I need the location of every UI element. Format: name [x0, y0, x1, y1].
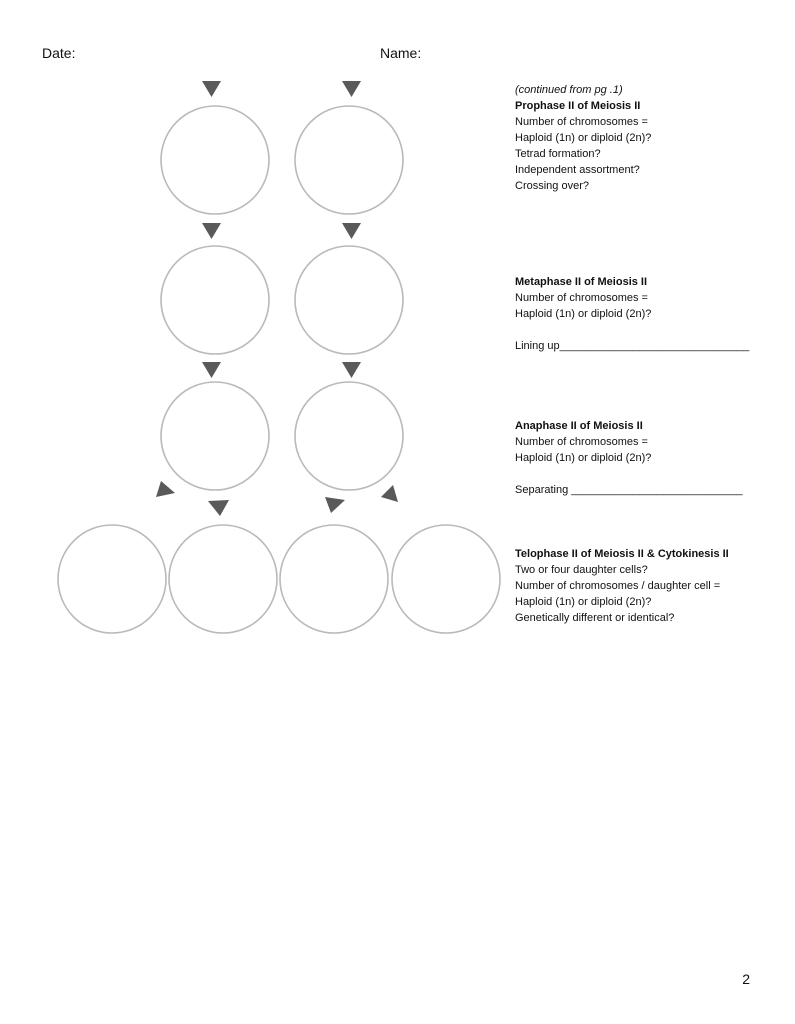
anaphase-title: Anaphase II of Meiosis II: [515, 420, 643, 432]
question-line: Haploid (1n) or diploid (2n)?: [515, 308, 652, 320]
page-number: 2: [742, 971, 750, 987]
lining-up-fill-line: Lining up_______________________________: [515, 340, 750, 352]
continued-note: (continued from pg .1): [515, 84, 623, 96]
question-line: Crossing over?: [515, 180, 589, 192]
prophase-cell-left: [161, 106, 269, 214]
daughter-cell-4: [392, 525, 500, 633]
question-line: Haploid (1n) or diploid (2n)?: [515, 132, 652, 144]
down-arrow-icon: [202, 362, 221, 378]
question-line: Independent assortment?: [515, 164, 640, 176]
question-line: Genetically different or identical?: [515, 612, 675, 624]
prophase-cell-right: [295, 106, 403, 214]
diagonal-arrow-icon: [208, 500, 229, 516]
down-arrow-icon: [202, 81, 221, 97]
daughter-cell-1: [58, 525, 166, 633]
daughter-cell-2: [169, 525, 277, 633]
down-arrow-icon: [202, 223, 221, 239]
anaphase-questions: [515, 418, 775, 498]
question-line: Haploid (1n) or diploid (2n)?: [515, 452, 652, 464]
date-label: Date:: [42, 45, 76, 61]
metaphase-title: Metaphase II of Meiosis II: [515, 276, 648, 288]
metaphase-cell-left: [161, 246, 269, 354]
anaphase-cell-right: [295, 382, 403, 490]
daughter-cell-3: [280, 525, 388, 633]
name-label: Name:: [380, 45, 422, 61]
question-line: Number of chromosomes =: [515, 292, 648, 304]
diagonal-arrow-icon: [325, 497, 345, 513]
down-arrow-icon: [342, 81, 361, 97]
telophase-title: Telophase II of Meiosis II & Cytokinesis II: [515, 548, 729, 560]
metaphase-cell-right: [295, 246, 403, 354]
diagonal-arrow-icon: [381, 485, 398, 502]
telophase-questions: [515, 546, 775, 626]
question-line: Number of chromosomes =: [515, 116, 648, 128]
diagonal-arrow-icon: [156, 481, 175, 497]
question-line: Tetrad formation?: [515, 148, 601, 160]
down-arrow-icon: [342, 362, 361, 378]
anaphase-cell-left: [161, 382, 269, 490]
prophase-title: Prophase II of Meiosis II: [515, 100, 641, 112]
question-line: Haploid (1n) or diploid (2n)?: [515, 596, 652, 608]
down-arrow-icon: [342, 223, 361, 239]
separating-fill-line: Separating ____________________________: [515, 484, 743, 496]
metaphase-questions: [515, 274, 775, 354]
question-line: Number of chromosomes / daughter cell =: [515, 580, 721, 592]
question-line: Number of chromosomes =: [515, 436, 648, 448]
prophase-questions: [515, 82, 775, 194]
question-line: Two or four daughter cells?: [515, 564, 648, 576]
